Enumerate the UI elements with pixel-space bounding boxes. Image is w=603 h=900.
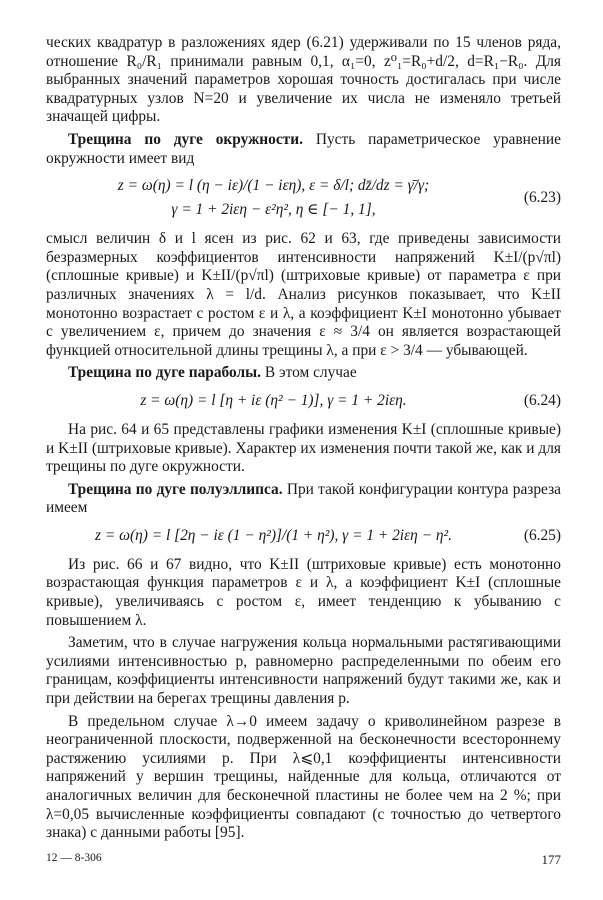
equation-6-23 [46, 174, 561, 222]
printer-signature: 12 — 8-306 [46, 852, 102, 864]
paragraph-2: смысл величин δ и l ясен из рис. 62 и 63, где приведены зависимости безразмерных коэффициентов интенсивности напряжений K±I/(p√πl) (сплошные кривые) и K±II/(p√πl) (штриховые кривые) от параметра ε при различных значениях λ = l/d. Анализ рисунков показывает, что K±II монотонно возрастает с ростом ε и λ, а коэффициент K±I монотонно убывает с увеличением ε, причем до значения ε ≈ 3/4 он является возрастающей функцией относительной длины трещины λ, а при ε > 3/4 — убывающей. [46, 230, 561, 359]
page-body [46, 34, 561, 843]
section-text-parabola: В этом случае [264, 364, 357, 382]
equation-6-24-body: z = ω(η) = l [η + iε (η² − 1)], γ = 1 + 2iεη. [140, 391, 407, 409]
paragraph-5: Заметим, что в случае нагружения кольца нормальными растягивающими усилиями интенсивностью p, равномерно распределенными по обеим его границам, коэффициенты интенсивности напряжений будут такими же, как и при действии на берегах трещины давления p. [46, 634, 561, 708]
page-number: 177 [541, 852, 561, 867]
equation-6-23-line-1: z = ω(η) = l (η − iε)/(1 − iεη), ε = δ/l; dz̄/dz = γ̄/γ; [117, 177, 430, 195]
equation-6-24 [46, 389, 561, 413]
equation-6-25-body: z = ω(η) = l [2η − iε (1 − η²)]/(1 + η²), γ = 1 + 2iεη − η². [95, 526, 452, 544]
paragraph-4: Из рис. 66 и 67 видно, что K±II (штриховые кривые) есть монотонно возрастающая функция параметров ε и λ, а коэффициент K±I (сплошные кривые), увеличиваясь с ростом ε, имеет тенденцию к убыванию с повышением λ. [46, 555, 561, 629]
section-text-half-ellipse: При такой конфигурации контура разреза имеем [46, 480, 561, 517]
equation-6-25 [46, 524, 561, 548]
section-heading-circle: Трещина по дуге окружности. [68, 130, 303, 148]
paragraph-3: На рис. 64 и 65 представлены графики изменения K±I (сплошные кривые) и K±II (штриховые кривые). Характер их изменения почти такой же, как и для трещины по дуге окружности. [46, 420, 561, 476]
section-half-ellipse-arc [46, 481, 561, 518]
section-parabola-arc [46, 364, 561, 383]
section-heading-half-ellipse: Трещина по дуге полуэллипса. [68, 480, 283, 498]
page-footer [46, 852, 561, 868]
equation-number-6-25: (6.25) [523, 526, 561, 544]
equation-number-6-24: (6.24) [523, 391, 561, 409]
paragraph-1: ческих квадратур в разложениях ядер (6.21) удерживали по 15 членов ряда, отношение R₀/R₁ принимали равным 0,1, α₁=0, z⁰₁=R₀+d/2, d=R₁−R₀. Для выбранных значений параметров хорошая точность достигалась при числе квадратурных узлов N=20 и увеличение их числа не изменяло третьей значащей цифры. [46, 34, 561, 126]
paragraph-6: В предельном случае λ→0 имеем задачу о криволинейном разрезе в неограниченной плоскости, подверженной на бесконечности всестороннему растяжению усилиями p. При λ⩽0,1 коэффициенты интенсивности напряжений у вершин трещины, найденные для кольца, отличаются от аналогичных величин для бесконечной пластины не более чем на 2 %; при λ=0,05 вычисленные коэффициенты совпадают (с точностью до четвертого знака) с данными работы [95]. [46, 712, 561, 842]
section-heading-parabola: Трещина по дуге параболы. [68, 364, 261, 382]
section-text-circle: Пусть параметрическое уравнение окружности имеет вид [46, 130, 561, 167]
equation-number-6-23: (6.23) [523, 189, 561, 207]
equation-6-23-line-2: γ = 1 + 2iεη − ε²η², η ∈ [− 1, 1], [171, 201, 376, 219]
section-circle-arc [46, 131, 561, 168]
